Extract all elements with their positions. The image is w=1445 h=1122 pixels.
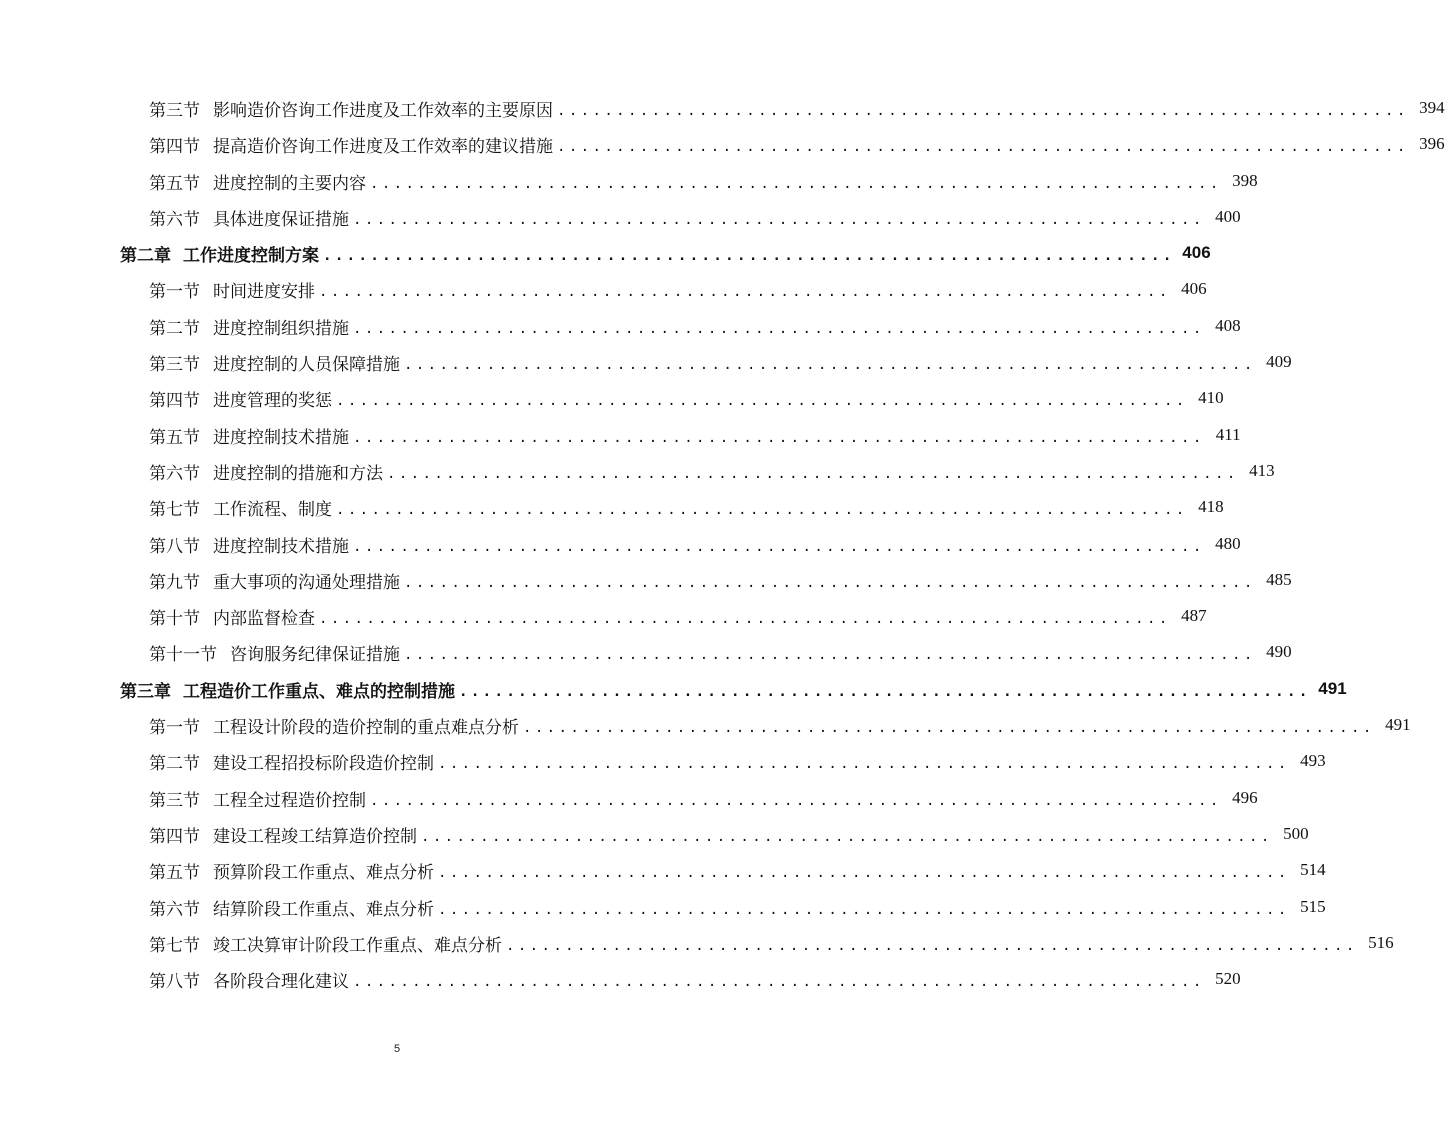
toc-entry-page: 398 (1232, 171, 1258, 190)
toc-entry-page: 410 (1198, 388, 1224, 407)
toc-entry-title: 工作流程、制度 (213, 499, 332, 520)
toc-leader-dots: ........................................................................ (557, 103, 1409, 119)
toc-entry[interactable] (149, 383, 1224, 413)
toc-entry-page: 411 (1215, 425, 1241, 444)
toc-entry-page: 496 (1232, 788, 1258, 807)
toc-entry[interactable] (149, 892, 1326, 922)
toc-leader-dots: ........................................................................ (323, 248, 1175, 264)
toc-leader-dots: ........................................................................ (438, 902, 1290, 918)
toc-chapter-page: 491 (1318, 679, 1347, 698)
toc-leader-dots: ........................................................................ (523, 720, 1375, 736)
toc-entry-number: 第四节 (149, 826, 200, 847)
toc-entry-page: 413 (1249, 461, 1275, 480)
toc-entry-number: 第一节 (149, 281, 200, 302)
toc-entry[interactable] (149, 129, 1445, 159)
toc-entry-page: 396 (1419, 134, 1445, 153)
toc-leader-dots: ........................................................................ (557, 139, 1409, 155)
toc-entry-title: 咨询服务纪律保证措施 (230, 644, 400, 665)
toc-leader-dots: ........................................................................ (370, 176, 1222, 192)
toc-entry[interactable] (149, 420, 1241, 450)
toc-leader-dots: ........................................................................ (319, 611, 1171, 627)
toc-chapter-number: 第二章 (120, 245, 171, 266)
toc-entry-page: 515 (1300, 897, 1326, 916)
toc-chapter-entry[interactable] (120, 674, 1347, 704)
toc-entry[interactable] (149, 710, 1411, 740)
toc-entry-title: 影响造价咨询工作进度及工作效率的主要原因 (213, 100, 553, 121)
toc-leader-dots: ........................................................................ (438, 756, 1290, 772)
toc-entry-title: 内部监督检查 (213, 608, 315, 629)
toc-entry-number: 第五节 (149, 173, 200, 194)
toc-leader-dots: ........................................................................ (459, 684, 1311, 700)
toc-entry-title: 进度控制的措施和方法 (213, 463, 383, 484)
toc-entry-number: 第六节 (149, 463, 200, 484)
toc-entry-page: 514 (1300, 860, 1326, 879)
toc-entry-title: 具体进度保证措施 (213, 209, 349, 230)
toc-entry[interactable] (149, 819, 1309, 849)
toc-entry-number: 第三节 (149, 790, 200, 811)
toc-leader-dots: ........................................................................ (404, 647, 1256, 663)
toc-entry[interactable] (149, 274, 1207, 304)
toc-entry[interactable] (149, 492, 1224, 522)
toc-entry-title: 结算阶段工作重点、难点分析 (213, 899, 434, 920)
toc-entry[interactable] (149, 565, 1292, 595)
toc-entry-page: 480 (1215, 534, 1241, 553)
toc-entry-page: 406 (1181, 279, 1207, 298)
toc-entry-number: 第一节 (149, 717, 200, 738)
toc-chapter-title: 工程造价工作重点、难点的控制措施 (183, 681, 455, 702)
toc-leader-dots: ........................................................................ (319, 284, 1171, 300)
toc-entry[interactable] (149, 93, 1445, 123)
toc-entry-number: 第七节 (149, 499, 200, 520)
toc-leader-dots: ........................................................................ (404, 357, 1256, 373)
toc-entry[interactable] (149, 202, 1241, 232)
toc-entry[interactable] (149, 746, 1326, 776)
toc-entry-number: 第六节 (149, 209, 200, 230)
toc-entry-page: 408 (1215, 316, 1241, 335)
toc-entry-page: 491 (1385, 715, 1411, 734)
toc-entry-number: 第八节 (149, 971, 200, 992)
toc-entry-title: 建设工程竣工结算造价控制 (213, 826, 417, 847)
toc-entry-title: 时间进度安排 (213, 281, 315, 302)
toc-entry-number: 第十节 (149, 608, 200, 629)
toc-entry[interactable] (149, 529, 1241, 559)
toc-entry[interactable] (149, 855, 1326, 885)
toc-entry-title: 进度控制组织措施 (213, 318, 349, 339)
toc-entry-title: 竣工决算审计阶段工作重点、难点分析 (213, 935, 502, 956)
toc-entry-number: 第三节 (149, 100, 200, 121)
toc-entry-page: 400 (1215, 207, 1241, 226)
toc-entry-title: 进度控制技术措施 (213, 536, 349, 557)
toc-entry-title: 工程设计阶段的造价控制的重点难点分析 (213, 717, 519, 738)
toc-entry-number: 第四节 (149, 390, 200, 411)
toc-leader-dots: ........................................................................ (353, 212, 1205, 228)
toc-entry-number: 第六节 (149, 899, 200, 920)
toc-entry-title: 提高造价咨询工作进度及工作效率的建议措施 (213, 136, 553, 157)
toc-entry[interactable] (149, 347, 1292, 377)
toc-chapter-number: 第三章 (120, 681, 171, 702)
toc-entry-title: 工程全过程造价控制 (213, 790, 366, 811)
page-number: 5 (393, 1043, 401, 1055)
toc-entry-page: 520 (1215, 969, 1241, 988)
toc-leader-dots: ........................................................................ (353, 321, 1205, 337)
toc-leader-dots: ........................................................................ (404, 575, 1256, 591)
toc-entry-page: 418 (1198, 497, 1224, 516)
toc-leader-dots: ........................................................................ (353, 974, 1205, 990)
toc-leader-dots: ........................................................................ (353, 430, 1205, 446)
toc-entry-title: 预算阶段工作重点、难点分析 (213, 862, 434, 883)
toc-entry-page: 490 (1266, 642, 1292, 661)
toc-entry-number: 第五节 (149, 427, 200, 448)
toc-entry-number: 第九节 (149, 572, 200, 593)
toc-entry-page: 493 (1300, 751, 1326, 770)
toc-entry-title: 进度控制技术措施 (213, 427, 349, 448)
toc-entry[interactable] (149, 964, 1241, 994)
toc-entry[interactable] (149, 783, 1258, 813)
toc-entry-page: 394 (1419, 98, 1445, 117)
toc-leader-dots: ........................................................................ (387, 466, 1239, 482)
toc-entry-page: 485 (1266, 570, 1292, 589)
toc-entry-title: 进度控制的人员保障措施 (213, 354, 400, 375)
toc-entry-title: 进度管理的奖惩 (213, 390, 332, 411)
toc-entry-number: 第二节 (149, 318, 200, 339)
toc-leader-dots: ........................................................................ (353, 539, 1205, 555)
toc-entry-number: 第三节 (149, 354, 200, 375)
toc-entry-page: 487 (1181, 606, 1207, 625)
toc-entry-number: 第七节 (149, 935, 200, 956)
toc-chapter-entry[interactable] (120, 238, 1211, 268)
toc-entry-title: 重大事项的沟通处理措施 (213, 572, 400, 593)
toc-entry-title: 进度控制的主要内容 (213, 173, 366, 194)
toc-chapter-page: 406 (1182, 243, 1211, 262)
toc-leader-dots: ........................................................................ (336, 502, 1188, 518)
toc-entry-title: 各阶段合理化建议 (213, 971, 349, 992)
toc-entry[interactable] (149, 601, 1207, 631)
toc-entry-page: 500 (1283, 824, 1309, 843)
toc-entry-page: 409 (1266, 352, 1292, 371)
toc-leader-dots: ........................................................................ (370, 793, 1222, 809)
toc-entry-number: 第十一节 (149, 644, 217, 665)
toc-entry-number: 第二节 (149, 753, 200, 774)
toc-entry-number: 第四节 (149, 136, 200, 157)
toc-entry-title: 建设工程招投标阶段造价控制 (213, 753, 434, 774)
toc-chapter-title: 工作进度控制方案 (183, 245, 319, 266)
toc-entry[interactable] (149, 637, 1292, 667)
toc-leader-dots: ........................................................................ (438, 865, 1290, 881)
toc-entry-number: 第五节 (149, 862, 200, 883)
toc-leader-dots: ........................................................................ (336, 393, 1188, 409)
toc-leader-dots: ........................................................................ (421, 829, 1273, 845)
toc-entry-page: 516 (1368, 933, 1394, 952)
toc-entry-number: 第八节 (149, 536, 200, 557)
toc-entry[interactable] (149, 311, 1241, 341)
toc-entry[interactable] (149, 928, 1394, 958)
toc-entry[interactable] (149, 166, 1258, 196)
toc-leader-dots: ........................................................................ (506, 938, 1358, 954)
toc-entry[interactable] (149, 456, 1275, 486)
